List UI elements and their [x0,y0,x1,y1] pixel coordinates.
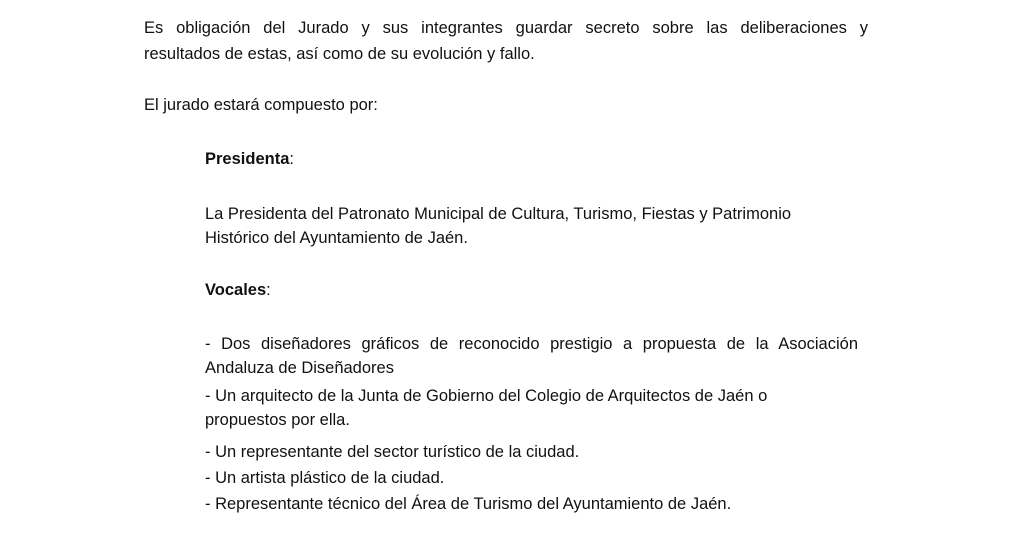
vocales-item-2-line-2: propuestos por ella. [205,411,350,429]
vocales-list-item-2 [205,384,767,432]
vocales-label: Vocales [205,281,267,299]
confidentiality-line-2: resultados de estas, así como de su evolución y fallo. [144,45,535,63]
presidenta-description [205,202,791,250]
vocales-list-item-4: - Un artista plástico de la ciudad. [205,469,445,487]
composition-heading: El jurado estará compuesto por: [144,96,378,114]
presidenta-colon: : [289,150,294,168]
vocales-item-1-line-1: - Dos diseñadores gráficos de reconocido prestigio a propuesta de la Asociación [205,335,858,353]
vocales-heading [205,278,271,302]
presidenta-line-1: La Presidenta del Patronato Municipal de Cultura, Turismo, Fiestas y Patrimonio [205,205,792,223]
presidenta-label: Presidenta [205,150,290,168]
vocales-list-item-5: - Representante técnico del Área de Turismo del Ayuntamiento de Jaén. [205,495,732,513]
vocales-colon: : [266,281,271,299]
confidentiality-line-1: Es obligación del Jurado y sus integrantes guardar secreto sobre las deliberaciones y [144,19,868,37]
confidentiality-paragraph [144,15,868,67]
vocales-list-item-3: - Un representante del sector turístico de la ciudad. [205,443,580,461]
vocales-list-item-1 [205,332,858,380]
presidenta-heading [205,147,294,171]
vocales-item-2-line-1: - Un arquitecto de la Junta de Gobierno del Colegio de Arquitectos de Jaén o [205,387,768,405]
vocales-item-1-line-2: Andaluza de Diseñadores [205,359,394,377]
presidenta-line-2: Histórico del Ayuntamiento de Jaén. [205,229,468,247]
